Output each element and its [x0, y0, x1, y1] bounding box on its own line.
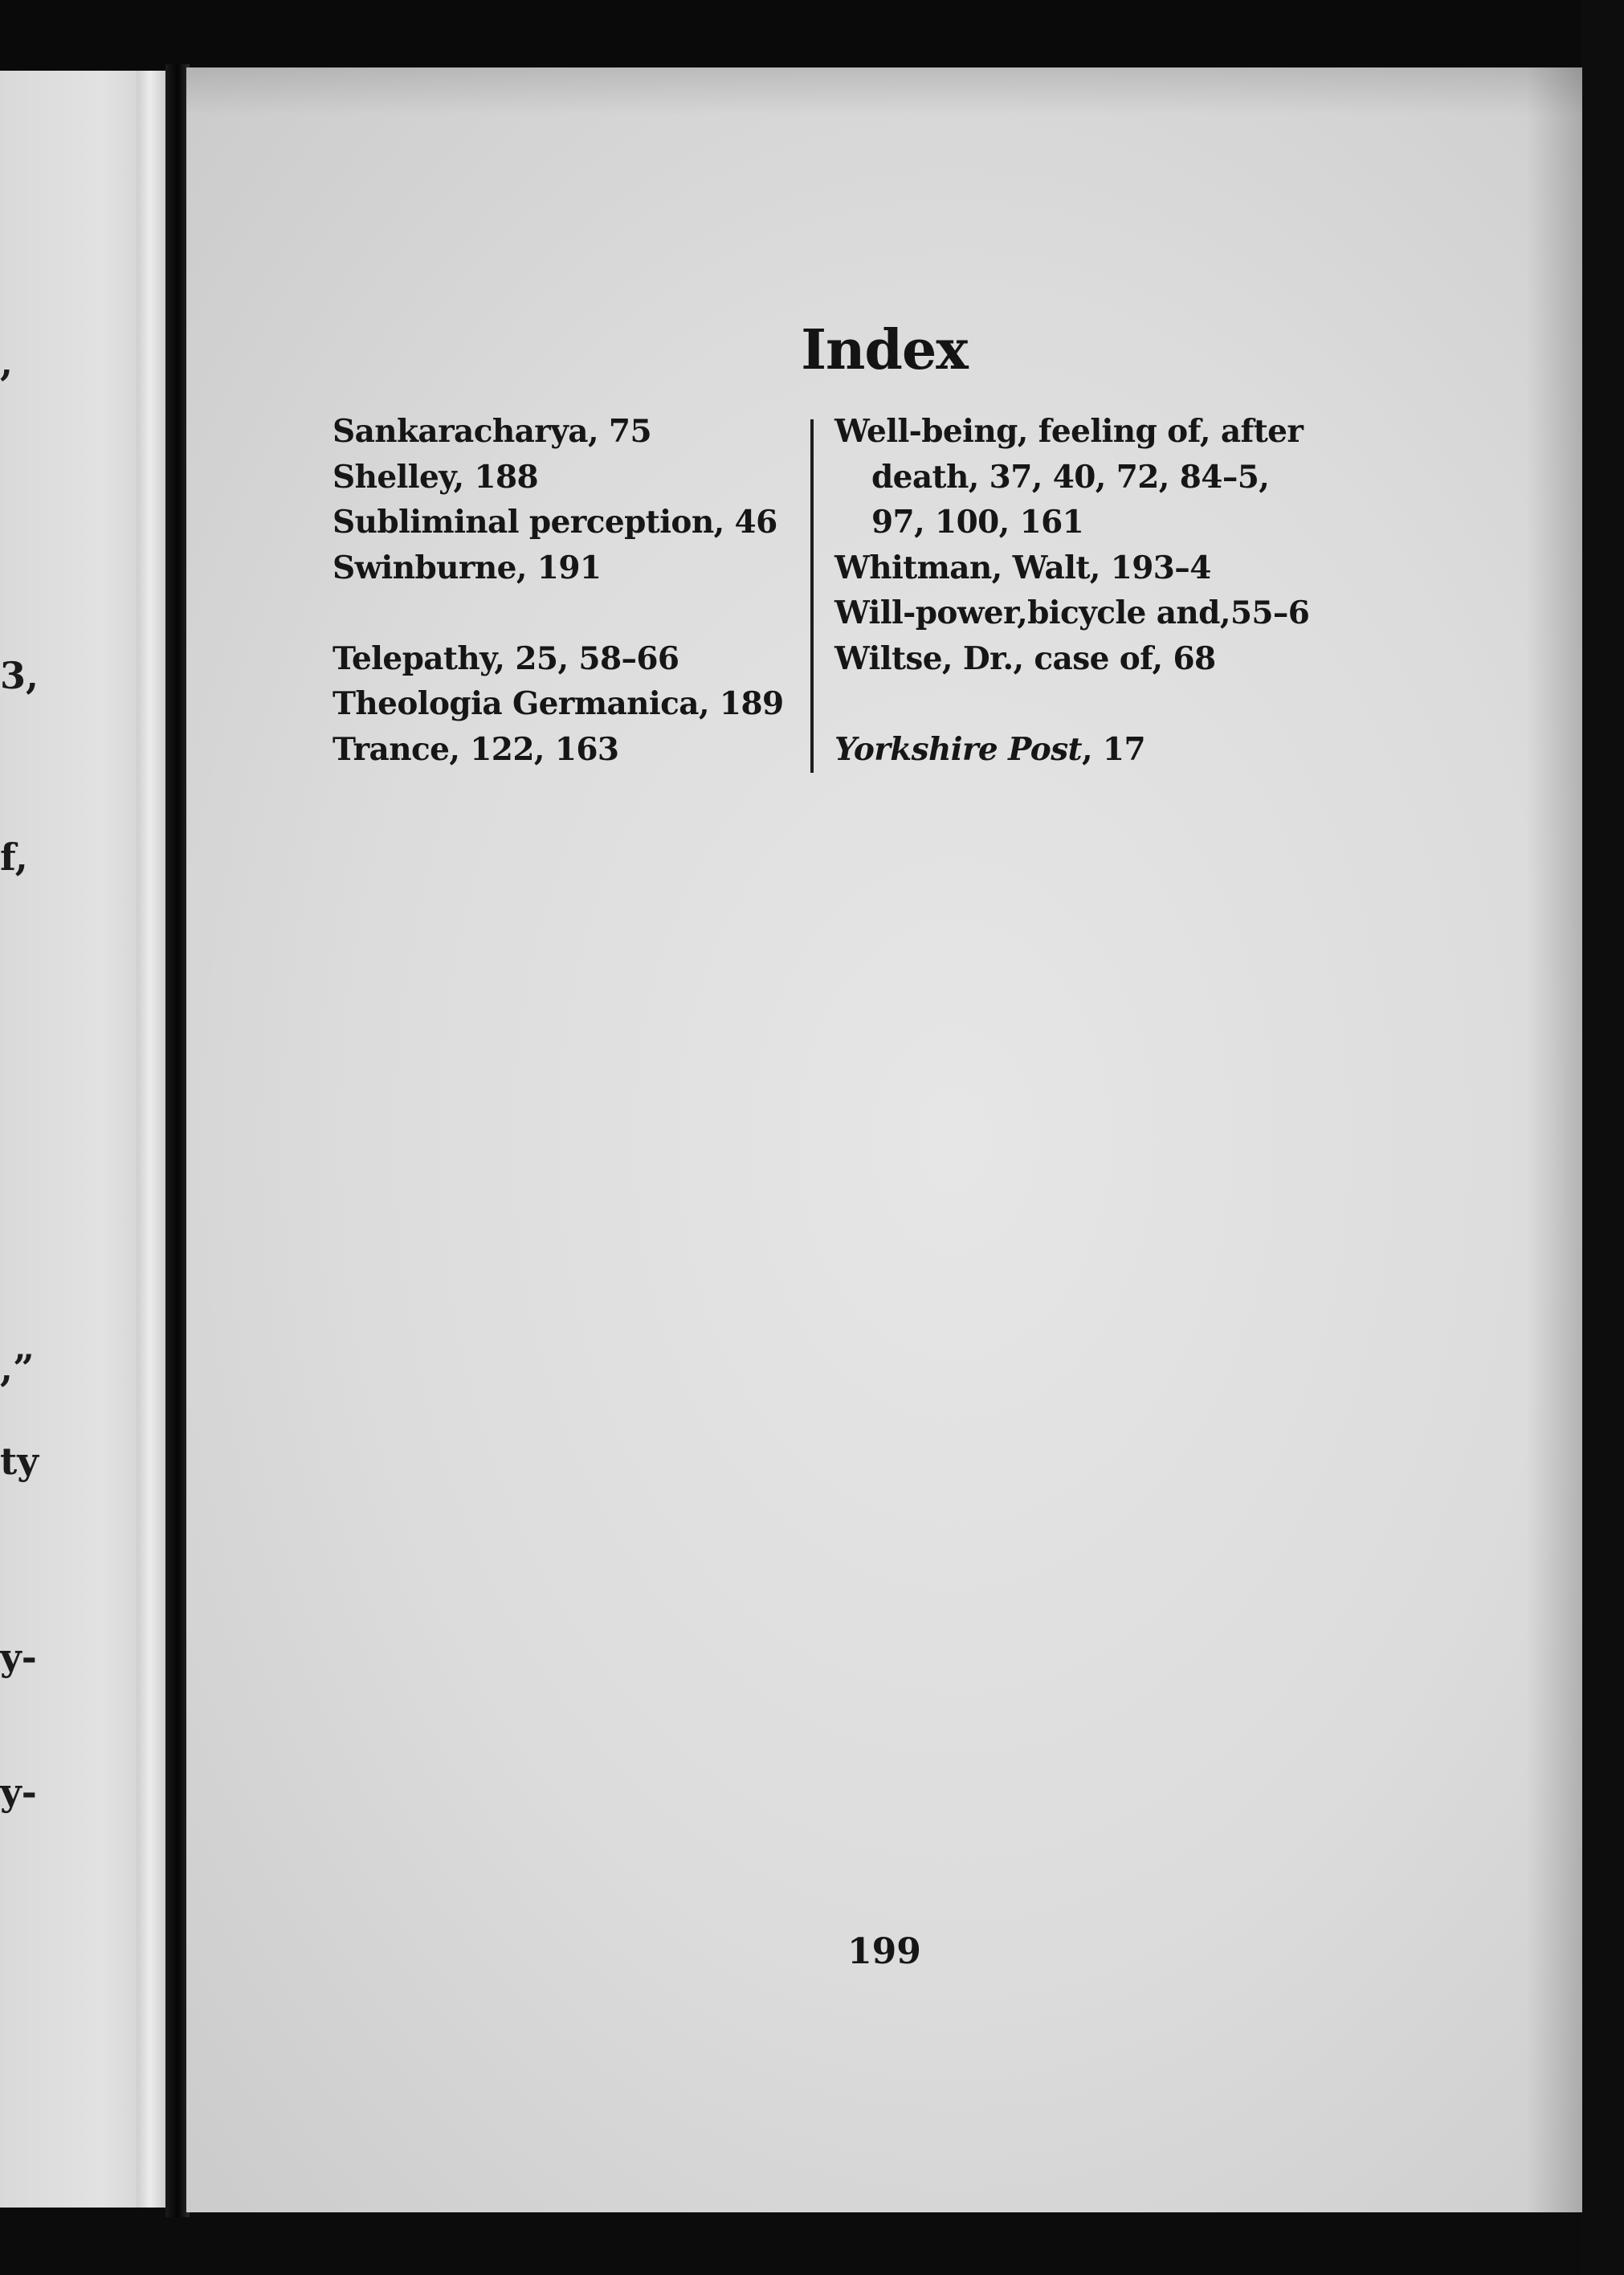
index-entry-continuation: 97, 100, 161 — [871, 504, 1084, 541]
previous-page-fragment: , — [0, 341, 14, 384]
index-entry-continuation: death, 37, 40, 72, 84–5, — [871, 458, 1270, 496]
index-entry: Swinburne, 191 — [333, 549, 602, 586]
index-entry: Telepathy, 25, 58–66 — [333, 639, 679, 677]
index-column-right — [834, 409, 1309, 772]
index-entry: Well-being, feeling of, after — [834, 413, 1304, 450]
previous-page-fragment: ty — [0, 1440, 39, 1483]
index-entry: Theologia Germanica, 189 — [333, 685, 784, 722]
page-number: 199 — [847, 1931, 921, 1972]
index-entry: Whitman, Walt, 193–4 — [834, 549, 1211, 586]
entry-page-ref: , 17 — [1081, 730, 1145, 768]
page-title: Index — [801, 318, 968, 382]
column-divider — [810, 419, 814, 773]
index-entry — [834, 727, 1309, 773]
previous-page-fragment: 3, — [0, 654, 39, 697]
index-column-left — [333, 409, 784, 772]
index-entry: Subliminal perception, 46 — [333, 504, 777, 541]
index-entry: Wiltse, Dr., case of, 68 — [834, 639, 1216, 677]
previous-page-fragment: ,” — [0, 1346, 35, 1390]
index-entry: Trance, 122, 163 — [333, 730, 619, 768]
previous-page-fragment: y- — [0, 1636, 37, 1679]
index-entry: Shelley, 188 — [333, 458, 539, 496]
index-page — [186, 67, 1582, 2212]
scanner-border-bottom — [0, 2208, 1624, 2275]
publication-title: Yorkshire Post — [834, 730, 1082, 768]
previous-page-fragment: y- — [0, 1771, 37, 1814]
index-entry: Sankaracharya, 75 — [333, 413, 651, 450]
scanner-border-right — [1581, 0, 1624, 2275]
index-entry: Will-power,bicycle and,55–6 — [834, 594, 1310, 631]
scanner-border-top — [0, 0, 1624, 71]
previous-page-fragment: f, — [0, 835, 28, 879]
